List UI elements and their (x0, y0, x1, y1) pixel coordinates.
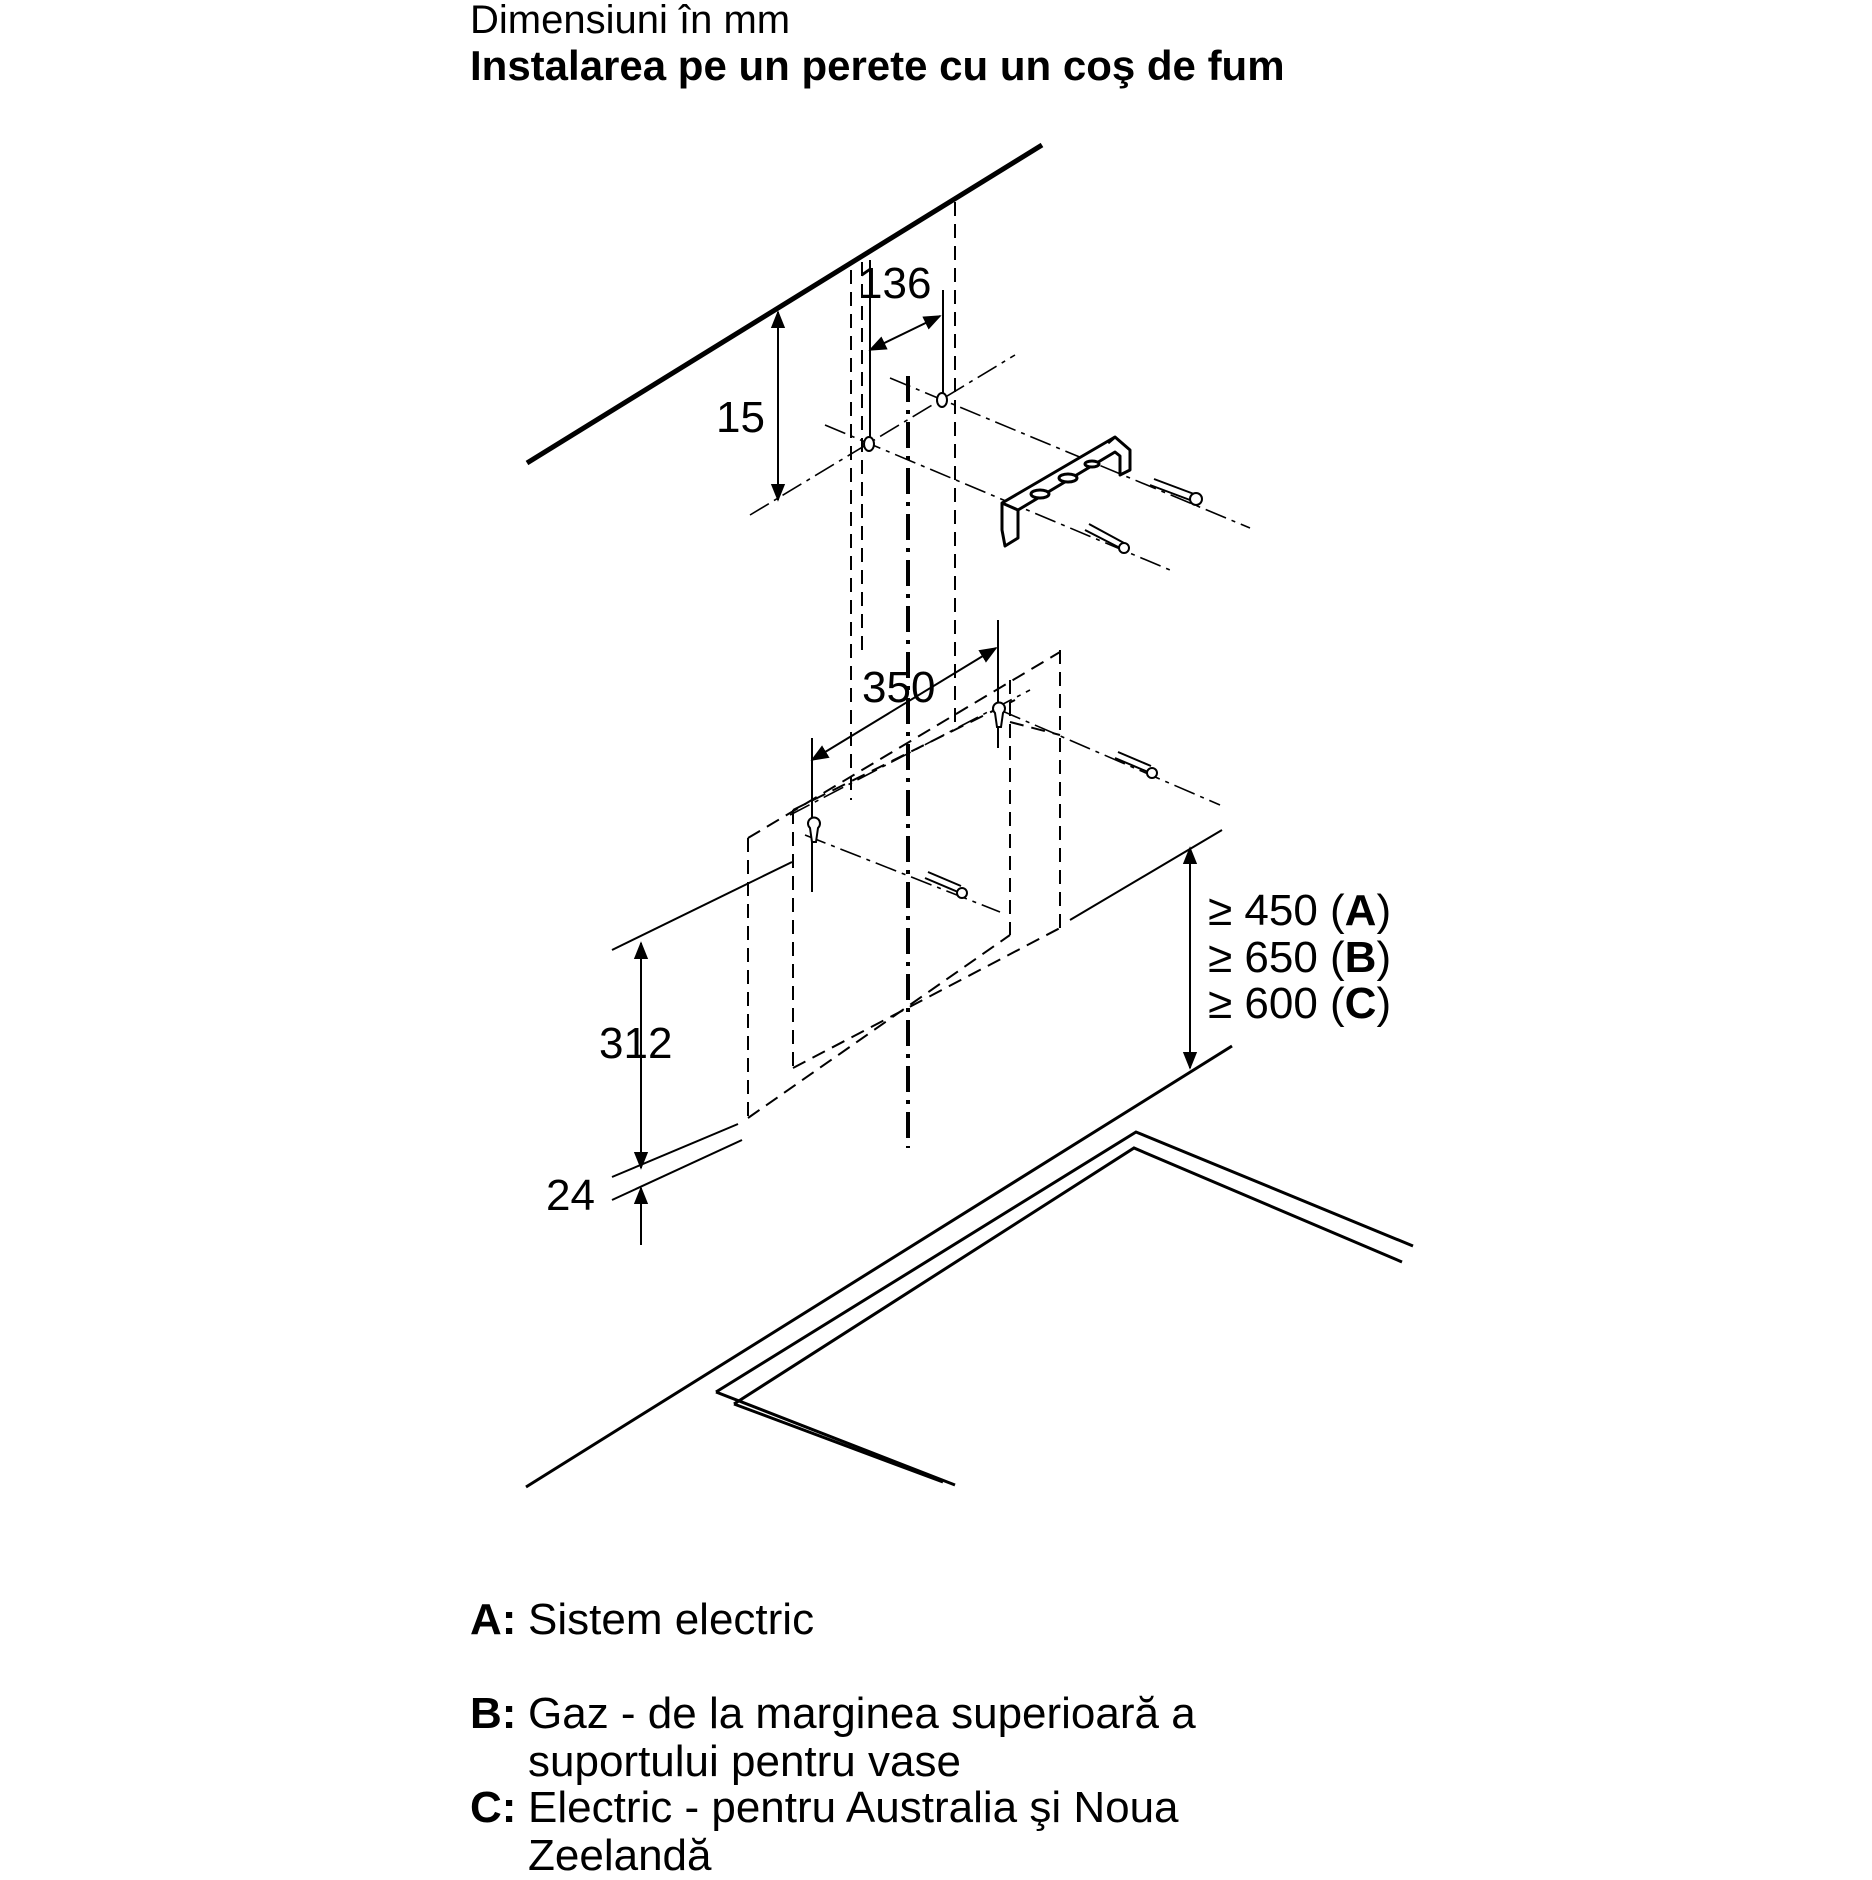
clearance-labels (1208, 886, 1391, 1028)
dimensions-unit-note: Dimensiuni în mm (470, 0, 791, 42)
upper-screws (1085, 479, 1202, 553)
ceiling-line (527, 145, 1042, 463)
cooktop (526, 1046, 1413, 1487)
hood-axis-lines (790, 690, 1220, 912)
legend-text-b: Gaz - de la marginea superioară a suportului pentru vase (528, 1689, 1196, 1786)
hood-screws (925, 752, 1157, 898)
upper-axis-lines (750, 355, 1250, 570)
clearance-a: ≥ 450 (A) (1208, 886, 1392, 935)
legend-text-a: Sistem electric (528, 1595, 815, 1644)
legend-text-c: Electric - pentru Australia şi Noua Zeelandă (528, 1783, 1179, 1880)
legend-item-c (470, 1784, 1179, 1880)
clearance-b: ≥ 650 (B) (1208, 933, 1392, 982)
hood-bottom-edges (612, 830, 1222, 1200)
legend-key-b: B: (470, 1689, 517, 1738)
legend-key-c: C: (470, 1783, 517, 1832)
dim-24-label: 24 (546, 1171, 595, 1220)
hood-outline (748, 650, 1060, 1118)
clearance-c: ≥ 600 (C) (1208, 979, 1392, 1028)
dim-15-label: 15 (716, 393, 765, 442)
dim-350-label: 350 (862, 663, 936, 712)
dim-312-label: 312 (599, 1019, 673, 1068)
legend-key-a: A: (470, 1595, 517, 1644)
legend-item-b (470, 1690, 1196, 1786)
wall-bracket (1002, 437, 1130, 546)
dim-136-label: 136 (858, 259, 932, 308)
legend-item-a (470, 1596, 814, 1644)
diagram-title: Instalarea pe un perete cu un coş de fum (470, 42, 1285, 89)
